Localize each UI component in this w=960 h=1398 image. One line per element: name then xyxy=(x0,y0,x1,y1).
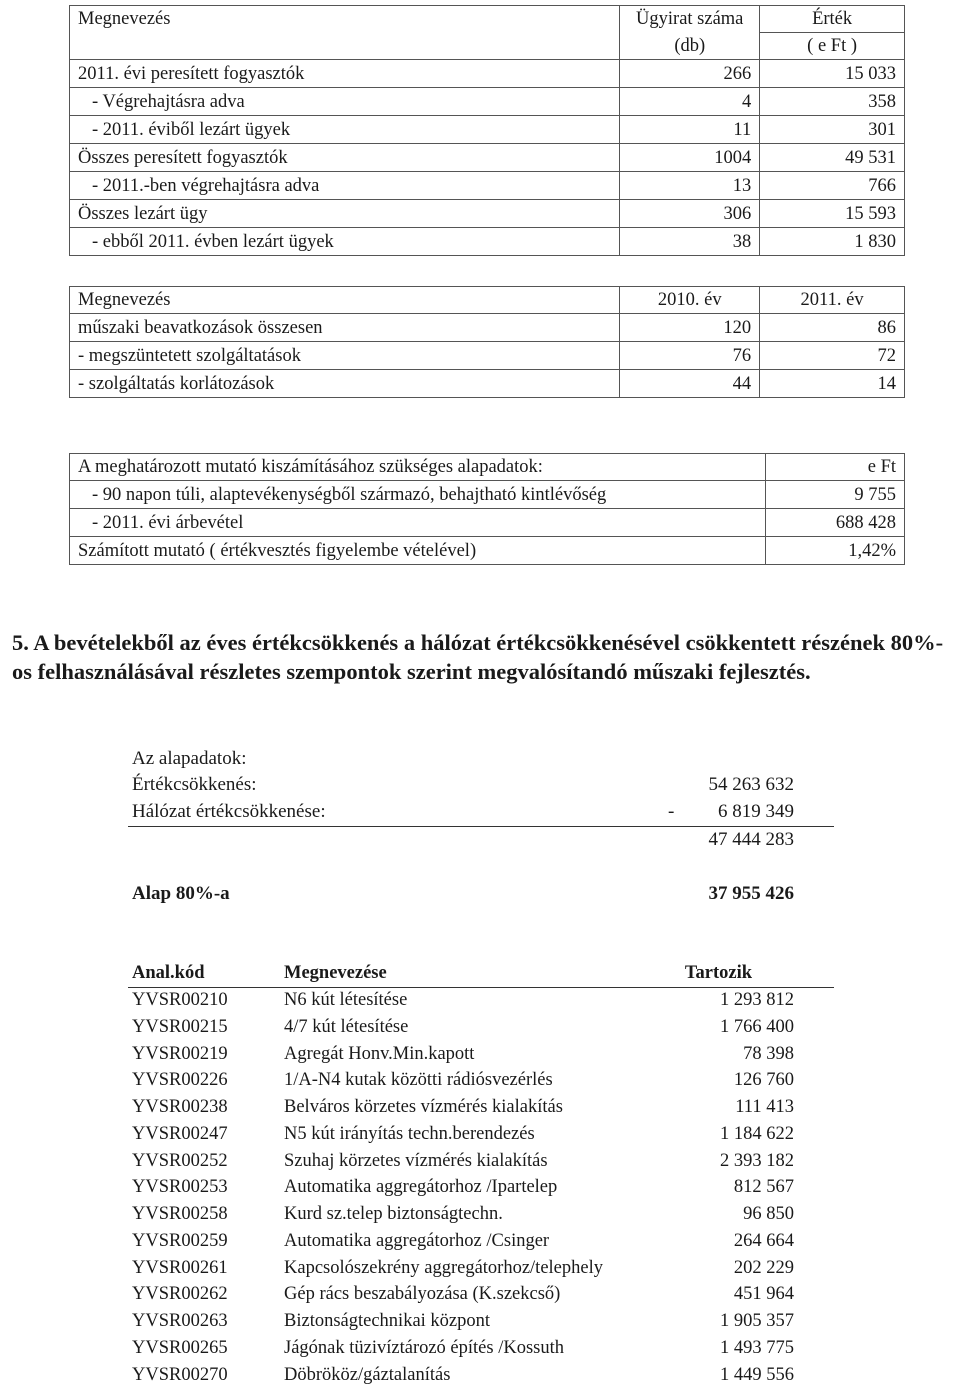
code-name-cell: N6 kút létesítése xyxy=(284,990,408,1010)
indicator-table-header-row xyxy=(70,454,905,481)
list-item xyxy=(128,1014,834,1041)
code-name-cell: Kapcsolószekrény aggregátorhoz/telephely xyxy=(284,1257,603,1278)
indicator-table-body xyxy=(70,481,905,565)
list-item xyxy=(128,1201,834,1228)
code-cell: YVSR00210 xyxy=(132,990,228,1010)
lawsuit-row-value: 15 593 xyxy=(760,200,905,228)
code-amount-cell: 1 184 622 xyxy=(720,1123,794,1144)
code-amount-cell: 111 413 xyxy=(735,1097,794,1117)
lawsuit-row-value: 358 xyxy=(760,88,905,116)
difference-value: 47 444 283 xyxy=(708,829,794,850)
lawsuit-row-name: - 2011.-ben végrehajtásra adva xyxy=(70,172,620,200)
list-item xyxy=(128,1281,834,1308)
code-amount-cell: 812 567 xyxy=(733,1177,794,1198)
list-item xyxy=(128,1121,834,1148)
base-80-value: 37 955 426 xyxy=(708,883,794,904)
code-name-cell: Automatika aggregátorhoz /Ipartelep xyxy=(284,1177,558,1198)
base-data-title: Az alapadatok: xyxy=(132,748,247,769)
code-name-cell: Gép rács beszabályozása (K.szekcső) xyxy=(284,1284,561,1305)
intervention-row-2010: 76 xyxy=(620,342,760,370)
code-name-cell: Belváros körzetes vízmérés kialakítás xyxy=(284,1097,563,1117)
code-cell: YVSR00258 xyxy=(132,1204,228,1224)
network-depreciation-row xyxy=(128,799,834,825)
code-cell: YVSR00215 xyxy=(132,1016,228,1037)
lawsuit-header-count-unit: (db) xyxy=(620,33,760,60)
lawsuit-row-count: 13 xyxy=(620,172,760,200)
intervention-header-2010: 2010. év xyxy=(620,287,760,314)
table-row xyxy=(70,172,905,200)
section-heading: 5. A bevételekből az éves értékcsökkenés a hálózat értékcsökkenésével csökkentett részének 80%-os felhasználásával részletes szempontok szerint megvalósítandó műszaki fejlesztés. xyxy=(12,630,944,684)
list-item xyxy=(128,987,834,1014)
table-row xyxy=(70,342,905,370)
table-row xyxy=(70,144,905,172)
code-cell: YVSR00261 xyxy=(132,1257,228,1278)
indicator-table xyxy=(69,453,905,565)
list-item xyxy=(128,1308,834,1335)
code-amount-cell: 1 493 775 xyxy=(720,1337,794,1358)
lawsuit-row-count: 38 xyxy=(620,228,760,256)
code-name-cell: 4/7 kút létesítése xyxy=(284,1016,409,1037)
lawsuit-row-name: - Végrehajtásra adva xyxy=(70,88,620,116)
indicator-row-value: 1,42% xyxy=(766,537,905,565)
code-cell: YVSR00252 xyxy=(132,1150,228,1171)
intervention-row-name: műszaki beavatkozások összesen xyxy=(70,314,620,342)
code-amount-cell: 126 760 xyxy=(733,1070,794,1091)
code-name-cell: Döbrököz/gáztalanítás xyxy=(284,1364,451,1385)
table-row xyxy=(70,481,905,509)
list-item xyxy=(128,1255,834,1282)
code-cell: YVSR00259 xyxy=(132,1230,228,1251)
table-row xyxy=(70,228,905,256)
lawsuit-row-name: Összes peresített fogyasztók xyxy=(70,144,620,172)
code-name-cell: Biztonságtechnikai központ xyxy=(284,1311,491,1331)
code-amount-cell: 78 398 xyxy=(743,1043,794,1064)
intervention-row-2010: 120 xyxy=(620,314,760,342)
table-row xyxy=(70,116,905,144)
intervention-header-name: Megnevezés xyxy=(70,287,620,314)
code-cell: YVSR00226 xyxy=(132,1070,228,1091)
code-amount-cell: 96 850 xyxy=(743,1204,794,1224)
lawsuit-table-header-row-1 xyxy=(70,6,905,33)
intervention-row-2010: 44 xyxy=(620,370,760,398)
intervention-header-2011: 2011. év xyxy=(760,287,905,314)
lawsuit-row-value: 301 xyxy=(760,116,905,144)
intervention-row-name: - megszüntetett szolgáltatások xyxy=(70,342,620,370)
list-item xyxy=(128,1362,834,1389)
code-name-cell: Automatika aggregátorhoz /Csinger xyxy=(284,1230,550,1251)
code-amount-cell: 451 964 xyxy=(733,1284,794,1305)
code-amount-cell: 1 293 812 xyxy=(720,990,794,1010)
minus-sign: - xyxy=(668,801,675,822)
lawsuit-row-count: 11 xyxy=(620,116,760,144)
indicator-header-name: A meghatározott mutató kiszámításához szükséges alapadatok: xyxy=(70,454,766,481)
list-item xyxy=(128,1148,834,1175)
code-name-cell: Kurd sz.telep biztonságtechn. xyxy=(284,1204,503,1224)
list-item xyxy=(128,1041,834,1068)
code-cell: YVSR00263 xyxy=(132,1311,228,1331)
indicator-row-name: - 90 napon túli, alaptevékenységből származó, behajtható kintlévőség xyxy=(70,481,766,509)
intervention-row-2011: 72 xyxy=(760,342,905,370)
code-amount-cell: 1 766 400 xyxy=(720,1016,794,1037)
indicator-header-unit: e Ft xyxy=(766,454,905,481)
code-name-cell: N5 kút irányítás techn.berendezés xyxy=(284,1123,535,1144)
lawsuit-row-value: 49 531 xyxy=(760,144,905,172)
lawsuit-header-count: Ügyirat száma xyxy=(620,6,760,33)
intervention-row-name: - szolgáltatás korlátozások xyxy=(70,370,620,398)
lawsuit-header-value-unit: ( e Ft ) xyxy=(760,33,905,60)
codes-header-name: Megnevezése xyxy=(284,963,387,983)
lawsuit-table xyxy=(69,5,905,256)
codes-header-amount: Tartozik xyxy=(684,963,752,983)
code-cell: YVSR00265 xyxy=(132,1337,228,1358)
depreciation-row xyxy=(128,772,834,798)
depreciation-label: Értékcsökkenés: xyxy=(132,774,257,795)
lawsuit-row-count: 1004 xyxy=(620,144,760,172)
base-80-row xyxy=(128,881,834,907)
code-amount-cell: 2 393 182 xyxy=(720,1150,794,1171)
lawsuit-row-name: - 2011. éviből lezárt ügyek xyxy=(70,116,620,144)
codes-header-row xyxy=(128,960,834,988)
list-item xyxy=(128,1067,834,1094)
network-depreciation-label: Hálózat értékcsökkenése: xyxy=(132,801,326,822)
lawsuit-header-name: Megnevezés xyxy=(70,6,620,33)
intervention-table-header-row xyxy=(70,287,905,314)
intervention-row-2011: 86 xyxy=(760,314,905,342)
table-row xyxy=(70,314,905,342)
lawsuit-row-name: Összes lezárt ügy xyxy=(70,200,620,228)
list-item xyxy=(128,1335,834,1362)
table-row xyxy=(70,537,905,565)
table-row xyxy=(70,60,905,88)
code-cell: YVSR00219 xyxy=(132,1043,228,1064)
network-depreciation-value: 6 819 349 xyxy=(718,801,794,822)
intervention-table-body xyxy=(70,314,905,398)
code-cell: YVSR00253 xyxy=(132,1177,228,1198)
code-amount-cell: 264 664 xyxy=(733,1230,794,1251)
code-cell: YVSR00247 xyxy=(132,1123,228,1144)
lawsuit-header-value: Érték xyxy=(760,6,905,33)
code-name-cell: 1/A-N4 kutak közötti rádiósvezérlés xyxy=(284,1070,553,1091)
indicator-row-value: 9 755 xyxy=(766,481,905,509)
lawsuit-table-header-row-2 xyxy=(70,33,905,60)
indicator-row-value: 688 428 xyxy=(766,509,905,537)
table-row xyxy=(70,509,905,537)
lawsuit-row-count: 4 xyxy=(620,88,760,116)
indicator-row-name: Számított mutató ( értékvesztés figyelembe vételével) xyxy=(70,537,766,565)
table-row xyxy=(70,88,905,116)
code-cell: YVSR00262 xyxy=(132,1284,228,1305)
list-item xyxy=(128,1094,834,1121)
code-name-cell: Szuhaj körzetes vízmérés kialakítás xyxy=(284,1150,548,1171)
codes-header-code: Anal.kód xyxy=(132,963,205,983)
lawsuit-row-value: 766 xyxy=(760,172,905,200)
lawsuit-row-value: 1 830 xyxy=(760,228,905,256)
code-name-cell: Jágónak tüzivíztározó építés /Kossuth xyxy=(284,1337,565,1358)
intervention-table xyxy=(69,286,905,398)
indicator-row-name: - 2011. évi árbevétel xyxy=(70,509,766,537)
code-amount-cell: 202 229 xyxy=(733,1257,794,1278)
difference-row xyxy=(128,827,834,853)
lawsuit-row-count: 306 xyxy=(620,200,760,228)
table-row xyxy=(70,200,905,228)
depreciation-value: 54 263 632 xyxy=(708,774,794,795)
intervention-row-2011: 14 xyxy=(760,370,905,398)
lawsuit-row-name: 2011. évi peresített fogyasztók xyxy=(70,60,620,88)
code-cell: YVSR00238 xyxy=(132,1097,228,1117)
list-item xyxy=(128,1228,834,1255)
lawsuit-table-body xyxy=(70,60,905,256)
lawsuit-row-count: 266 xyxy=(620,60,760,88)
lawsuit-row-name: - ebből 2011. évben lezárt ügyek xyxy=(70,228,620,256)
code-name-cell: Agregát Honv.Min.kapott xyxy=(284,1043,475,1064)
code-cell: YVSR00270 xyxy=(132,1364,228,1385)
list-item xyxy=(128,1174,834,1201)
table-row xyxy=(70,370,905,398)
lawsuit-row-value: 15 033 xyxy=(760,60,905,88)
code-amount-cell: 1 449 556 xyxy=(720,1364,794,1385)
code-amount-cell: 1 905 357 xyxy=(720,1311,794,1331)
base-data-title-row xyxy=(128,746,834,772)
base-80-label: Alap 80%-a xyxy=(132,883,230,904)
